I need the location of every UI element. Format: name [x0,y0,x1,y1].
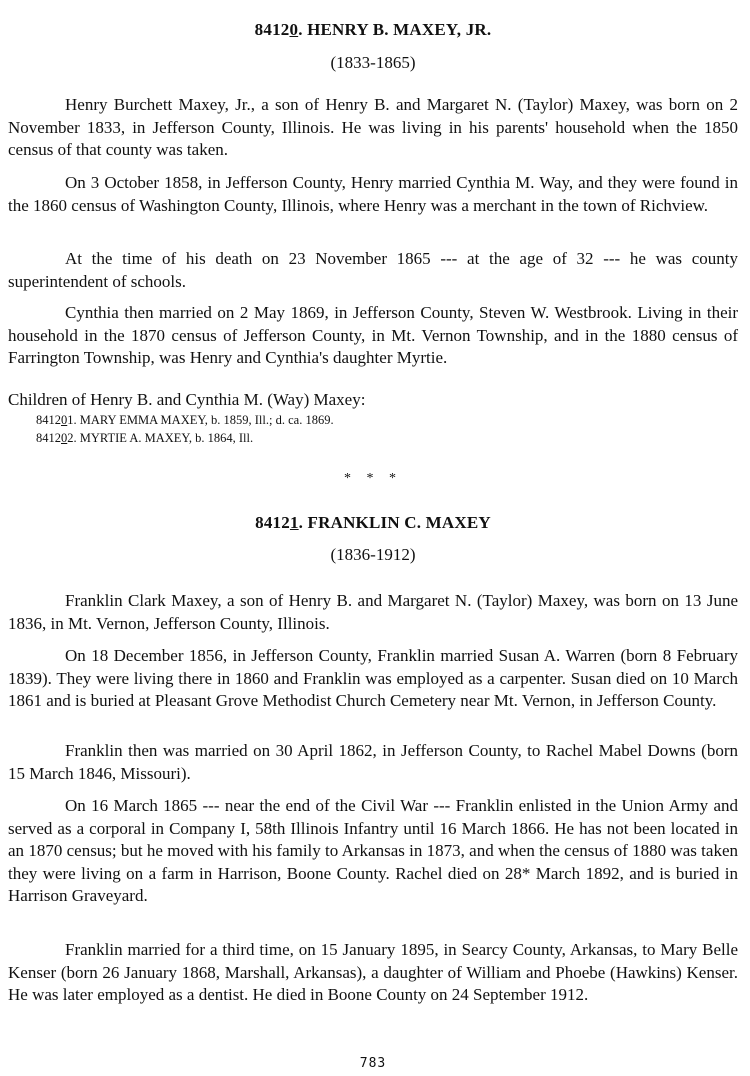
entry-title-franklin [8,513,738,533]
entry-number-underlined: 1 [289,513,299,532]
paragraph: Franklin then was married on 30 April 1862, in Jefferson County, to Rachel Mabel Downs (born 15 March 1846, Missouri). [8,741,738,783]
section-divider: * * * [344,471,402,486]
entry-name: . FRANKLIN C. MAXEY [298,513,491,532]
entry-title-henry [8,20,738,40]
paragraph: On 16 March 1865 --- near the end of the Civil War --- Franklin enlisted in the Union Army and served as a corporal in Company I, 58th Illinois Infantry until 16 March 1866. He has not been located in an 1870 census; but he moved with his family to Arkansas in 1873, and when the census of 1880 was taken they were living on a farm in Harrison, Boone County. Rachel died on 28* March 1892, and is buried in Harrison Graveyard. [8,796,738,906]
entry-number-underlined: 0 [289,20,299,39]
child-list-item: 841202. MYRTIE A. MAXEY, b. 1864, Ill. [36,431,254,445]
paragraph: Henry Burchett Maxey, Jr., a son of Henry B. and Margaret N. (Taylor) Maxey, was born on 2 November 1833, in Jefferson County, Illinois. He was living in his parents' household when the 1850 census of that county was taken. [8,95,738,160]
entry-dates-henry: (1833-1865) [330,53,416,72]
child-list-item: 841201. MARY EMMA MAXEY, b. 1859, Ill.; d. ca. 1869. [36,413,334,427]
paragraph: Franklin married for a third time, on 15 January 1895, in Searcy County, Arkansas, to Mary Belle Kenser (born 26 January 1868, Marshall, Arkansas), a daughter of William and Phoebe (Hawkins) Kenser. He was later employed as a dentist. He died in Boone County on 24 September 1912. [8,940,738,1005]
paragraph: On 18 December 1856, in Jefferson County, Franklin married Susan A. Warren (born 8 February 1839). They were living there in 1860 and Franklin was employed as a carpenter. Susan died on 10 March 1861 and is buried at Pleasant Grove Methodist Church Cemetery near Mt. Vernon, in Jefferson County. [8,646,738,711]
paragraph: Cynthia then married on 2 May 1869, in Jefferson County, Steven W. Westbrook. Living in their household in the 1870 census of Jefferson County, in Mt. Vernon Township, and in the 1880 census of Farrington Township, was Henry and Cynthia's daughter Myrtie. [8,303,738,368]
paragraph: On 3 October 1858, in Jefferson County, Henry married Cynthia M. Way, and they were found in the 1860 census of Washington County, Illinois, where Henry was a merchant in the town of Richview. [8,173,738,215]
entry-dates-franklin: (1836-1912) [330,545,416,564]
entry-number-prefix: 8412 [255,513,290,532]
paragraph: At the time of his death on 23 November 1865 --- at the age of 32 --- he was county superintendent of schools. [8,249,738,291]
page-number: 783 [359,1056,387,1071]
children-heading: Children of Henry B. and Cynthia M. (Way) Maxey: [8,390,366,409]
entry-name: . HENRY B. MAXEY, JR. [298,20,492,39]
entry-number-prefix: 8412 [254,20,290,39]
paragraph: Franklin Clark Maxey, a son of Henry B. and Margaret N. (Taylor) Maxey, was born on 13 June 1836, in Mt. Vernon, Jefferson County, Illinois. [8,591,738,633]
